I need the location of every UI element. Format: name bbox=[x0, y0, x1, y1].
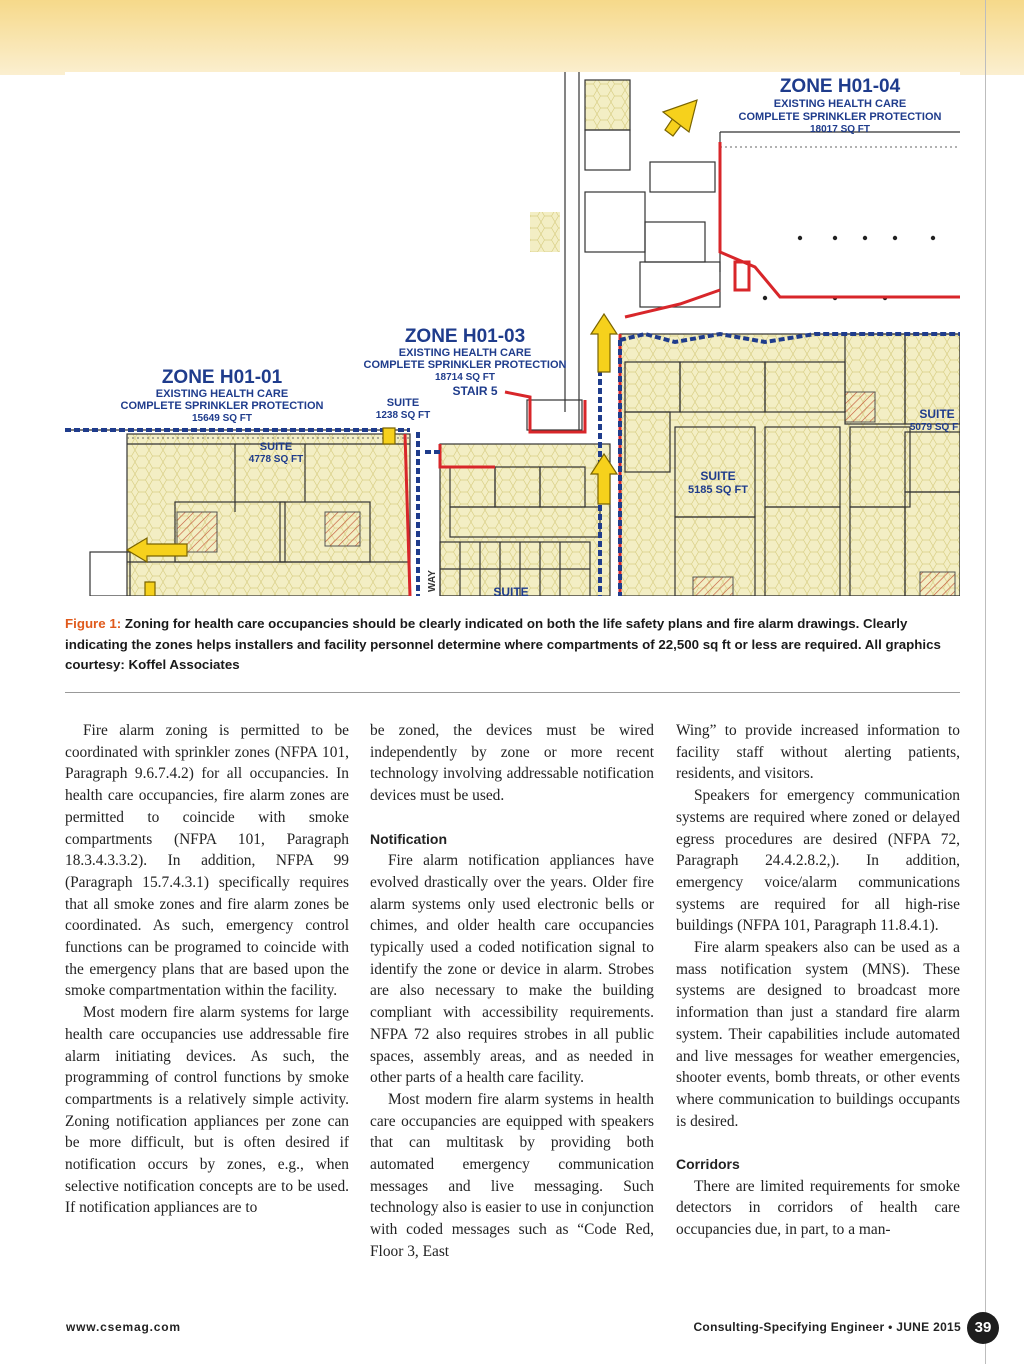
zone-h01-01-line2: COMPLETE SPRINKLER PROTECTION bbox=[120, 400, 324, 412]
suite-3-area: 5185 SQ FT bbox=[688, 484, 748, 496]
article-column-3 bbox=[676, 720, 960, 1241]
paragraph: Most modern fire alarm systems in health care occupancies are equipped with speakers that can multitask by providing both automated emergency communication messages and live messaging. Such technology also is easier to use in conjunction with coded messages such as “Code Red, Floor 3, East bbox=[370, 1090, 654, 1260]
paragraph: Fire alarm speakers also can be used as a mass notification system (MNS). These systems are designed to broadcast more information than just a standard fire alarm system. Their capabilities include automated and live messages for weather emergencies, shooter events, bomb threats, or other events where communication to buildings occupants is desired. bbox=[676, 939, 960, 1130]
suite-1-label: SUITE bbox=[259, 441, 293, 453]
paragraph: Speakers for emergency communication systems are required where zoned or delayed egress procedures are desired (NFPA 72, Paragraph 24.4.2.8.2,). In addition, emergency voice/alarm communications systems are required for all high-rise buildings (NFPA 101, Paragraph 11.8.4.1). bbox=[676, 787, 960, 935]
suite-bottom-label: SUITE bbox=[493, 585, 529, 596]
paragraph: be zoned, the devices must be wired independently by zone or more recent technology involving addressable notification devices must be used. bbox=[370, 722, 654, 805]
paragraph: There are limited requirements for smoke detectors in corridors of health care occupancies due, in part, to a man- bbox=[676, 1177, 960, 1239]
paragraph: Wing” to provide increased information to facility staff without alerting patients, residents, and visitors. bbox=[676, 722, 960, 783]
page-edge-rule bbox=[985, 0, 986, 1364]
floor-plan-drawing bbox=[65, 72, 960, 596]
paragraph: Most modern fire alarm systems for large health care occupancies use addressable fire alarm initiating devices. As such, the programming of control functions by smoke compartments is a relatively simple activity. Zoning notification appliances per zone can be more difficult, but is often desired if notification occurs by zones, e.g., when selective notification concepts are to be used. If notification appliances are to bbox=[65, 1004, 349, 1217]
figure-caption bbox=[65, 614, 960, 676]
suite-2-area: 1238 SQ FT bbox=[375, 410, 431, 421]
suite-4-area: 5079 SQ F bbox=[909, 422, 959, 433]
footer-magazine: Consulting-Specifying Engineer • JUNE 2015 bbox=[693, 1320, 961, 1334]
zone-h01-03-name: ZONE H01-03 bbox=[404, 326, 526, 347]
suite-2-label: SUITE bbox=[386, 397, 420, 409]
top-color-band bbox=[0, 0, 1024, 75]
caption-label: Figure 1: bbox=[65, 616, 122, 631]
article-column-1 bbox=[65, 720, 349, 1219]
zone-h01-01-line1: EXISTING HEALTH CARE bbox=[155, 388, 289, 400]
caption-text: Zoning for health care occupancies should be clearly indicated on both the life safety plans and fire alarm drawings. Clearly indicating the zones helps installers and facility personnel determine where compartments of 22,500 sq ft or less are required. All graphics courtesy: Koffel Associates bbox=[65, 616, 941, 673]
section-heading-notification: Notification bbox=[370, 830, 447, 847]
way-label: WAY bbox=[427, 570, 438, 592]
zone-h01-04-name: ZONE H01-04 bbox=[779, 76, 901, 97]
zone-h01-01-area: 15649 SQ FT bbox=[191, 413, 253, 424]
zone-h01-01-name: ZONE H01-01 bbox=[161, 367, 283, 388]
page-number: 39 bbox=[967, 1312, 999, 1344]
zone-h01-04-area: 18017 SQ FT bbox=[809, 124, 871, 135]
suite-1-area: 4778 SQ FT bbox=[248, 454, 304, 465]
footer-website[interactable]: www.csemag.com bbox=[66, 1320, 181, 1334]
stair-label: STAIR 5 bbox=[452, 384, 498, 398]
zone-h01-03-line2: COMPLETE SPRINKLER PROTECTION bbox=[363, 359, 567, 371]
article-column-2 bbox=[370, 720, 654, 1263]
paragraph: Fire alarm zoning is permitted to be coordinated with sprinkler zones (NFPA 101, Paragraph 9.6.7.4.2) for all occupancies. In health care occupancies, fire alarm zones are permitted to coincide with smoke compartments (NFPA 101, Paragraph 18.3.4.3.3.2). In addition, NFPA 99 (Paragraph 15.7.4.3.1) specifically requires that all smoke zones and fire alarm zones be coordinated. As such, emergency control functions can be programed to coincide with the emergency plans that are based upon the smoke compartmentation within the facility. bbox=[65, 722, 349, 1000]
paragraph: Fire alarm notification appliances have evolved drastically over the years. Older fire alarm systems only used electronic bells or chimes, and older health care occupancies typically used a coded notification signal to identify the zone or device in alarm. Strobes are also necessary to make the building compliant with accessibility requirements. NFPA 72 also requires strobes in all public spaces, assembly areas, and as needed in other parts of a health care facility. bbox=[370, 852, 654, 1087]
section-heading-corridors: Corridors bbox=[676, 1156, 740, 1173]
caption-divider bbox=[65, 692, 960, 693]
zone-h01-04-line2: COMPLETE SPRINKLER PROTECTION bbox=[738, 111, 942, 123]
floor-plan-figure bbox=[65, 72, 960, 596]
zone-h01-04-line1: EXISTING HEALTH CARE bbox=[773, 98, 907, 110]
suite-4-label: SUITE bbox=[919, 407, 955, 421]
zone-h01-03-area: 18714 SQ FT bbox=[434, 372, 496, 383]
zone-h01-03-line1: EXISTING HEALTH CARE bbox=[398, 347, 532, 359]
suite-3-label: SUITE bbox=[700, 469, 736, 483]
